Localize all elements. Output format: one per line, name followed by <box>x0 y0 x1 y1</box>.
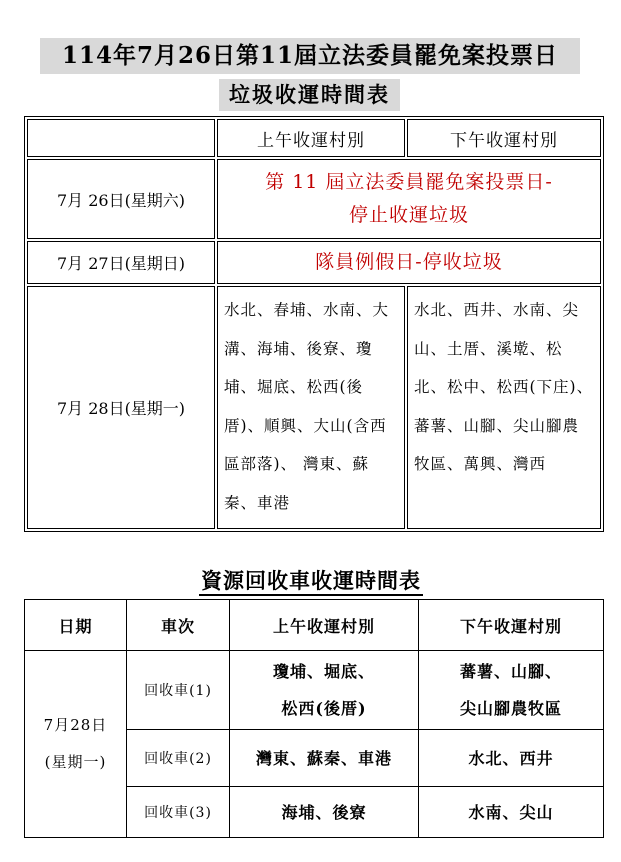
cell-line: 尖山腳農牧區 <box>459 699 562 718</box>
column-header-morning: 上午收運村別 <box>230 600 419 651</box>
cell-line: 瓊埔、堀底、 <box>272 662 375 681</box>
truck-cell: 回收車(1) <box>127 651 230 730</box>
notice-cell: 隊員例假日-停收垃圾 <box>217 241 601 284</box>
notice-cell <box>217 159 601 239</box>
truck-cell: 回收車(2) <box>127 730 230 787</box>
date-cell <box>25 651 127 838</box>
morning-villages-cell: 水北、春埔、水南、大溝、海埔、後寮、瓊埔、堀底、松西(後厝)、順興、大山(含西區部落)、 灣東、蘇秦、車港 <box>217 286 405 529</box>
date-cell: 7月 26日(星期六) <box>27 159 215 239</box>
page-subtitle: 垃圾收運時間表 <box>219 79 400 111</box>
column-header-afternoon: 下午收運村別 <box>407 119 601 157</box>
weekday-line: (星期一) <box>44 753 107 771</box>
column-header-truck: 車次 <box>127 600 230 651</box>
table-header-row <box>27 119 601 157</box>
table-row <box>25 651 604 730</box>
afternoon-cell: 水北、西井 <box>419 730 604 787</box>
table-row <box>27 286 601 529</box>
table-row <box>27 159 601 239</box>
morning-cell <box>230 651 419 730</box>
page-title: 114年7月26日第11屆立法委員罷免案投票日 <box>40 38 580 74</box>
date-cell: 7月 28日(星期一) <box>27 286 215 529</box>
date-line: 7月28日 <box>43 716 108 734</box>
truck-cell: 回收車(3) <box>127 787 230 838</box>
column-header-blank <box>27 119 215 157</box>
cell-line: 蕃薯、山腳、 <box>459 662 562 681</box>
afternoon-cell <box>419 651 604 730</box>
garbage-schedule-table <box>24 116 604 532</box>
cell-line: 松西(後厝) <box>281 699 367 718</box>
table-row <box>27 241 601 284</box>
morning-cell: 灣東、蘇秦、車港 <box>230 730 419 787</box>
column-header-date: 日期 <box>25 600 127 651</box>
table-header-row <box>25 600 604 651</box>
recycle-title: 資源回收車收運時間表 <box>180 566 442 596</box>
column-header-morning: 上午收運村別 <box>217 119 405 157</box>
column-header-afternoon: 下午收運村別 <box>419 600 604 651</box>
afternoon-cell: 水南、尖山 <box>419 787 604 838</box>
afternoon-villages-cell: 水北、西井、水南、尖山、土厝、溪墘、松北、松中、松西(下庄)、蕃薯、山腳、尖山腳農牧區、萬興、灣西 <box>407 286 601 529</box>
notice-line: 停止收運垃圾 <box>348 204 469 226</box>
notice-line: 第 11 屆立法委員罷免案投票日- <box>265 171 553 193</box>
morning-cell: 海埔、後寮 <box>230 787 419 838</box>
recycle-schedule-table <box>24 599 604 838</box>
date-cell: 7月 27日(星期日) <box>27 241 215 284</box>
